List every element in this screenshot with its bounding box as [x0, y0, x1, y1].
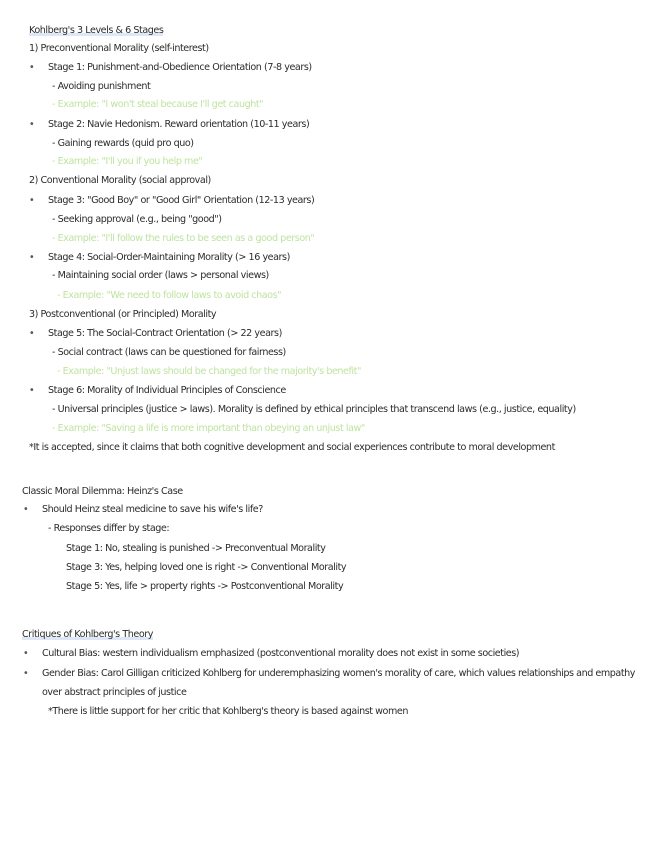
- heinz-question: • Should Heinz steal medicine to save his wife's life?: [42, 505, 263, 515]
- section-title-kohlberg-stages: Kohlberg's 3 Levels & 6 Stages: [29, 25, 164, 36]
- stage-theory-footnote: *It is accepted, since it claims that both cognitive development and social experiences contribute to moral development: [29, 442, 555, 453]
- stage-3-item: • Stage 3: "Good Boy" or "Good Girl" Orientation (12-13 years): [48, 196, 314, 206]
- heinz-response-stage-3: Stage 3: Yes, helping loved one is right -> Conventional Morality: [66, 562, 347, 573]
- stage-4-item: • Stage 4: Social-Order-Maintaining Morality (> 16 years): [48, 253, 290, 263]
- heinz-response-stage-5: Stage 5: Yes, life > property rights -> Postconventional Morality: [66, 581, 344, 592]
- level-2-heading: 2) Conventional Morality (social approval): [29, 175, 211, 186]
- stage-4-example: - Example: "We need to follow laws to avoid chaos": [57, 290, 282, 301]
- stage-5-example: - Example: "Unjust laws should be changed for the majority's benefit": [57, 366, 361, 377]
- stage-6-example: - Example: "Saving a life is more important than obeying an unjust law": [52, 423, 365, 434]
- heinz-responses-intro: - Responses differ by stage:: [48, 523, 170, 534]
- stage-2-example: - Example: "I'll you if you help me": [52, 156, 203, 167]
- critique-gender-bias-continued: over abstract principles of justice: [42, 687, 187, 698]
- stage-2-item: • Stage 2: Navie Hedonism. Reward orientation (10-11 years): [48, 120, 309, 130]
- critique-cultural-bias: • Cultural Bias: western individualism emphasized (postconventional morality does not exist in some societies): [42, 649, 519, 659]
- level-1-heading: 1) Preconventional Morality (self-interest): [29, 43, 209, 54]
- heinz-response-stage-1: Stage 1: No, stealing is punished -> Preconventual Morality: [66, 543, 326, 554]
- stage-5-description: - Social contract (laws can be questioned for fairness): [52, 347, 286, 358]
- stage-3-description: - Seeking approval (e.g., being "good"): [52, 214, 222, 225]
- stage-6-description: - Universal principles (justice > laws). Morality is defined by ethical principles that transcend laws (e.g., justice, equality): [52, 404, 576, 415]
- critique-gender-bias: • Gender Bias: Carol Gilligan criticized Kohlberg for underemphasizing women's morality of care, which values relationships and empathy: [42, 669, 635, 679]
- critique-gender-bias-note: *There is little support for her critic that Kohlberg's theory is based against women: [48, 706, 408, 717]
- section-title-heinz-dilemma: Classic Moral Dilemma: Heinz's Case: [22, 486, 183, 497]
- stage-6-item: • Stage 6: Morality of Individual Principles of Conscience: [48, 386, 286, 396]
- section-title-critiques: Critiques of Kohlberg's Theory: [22, 629, 153, 640]
- stage-1-description: - Avoiding punishment: [52, 81, 151, 92]
- stage-1-item: • Stage 1: Punishment-and-Obedience Orientation (7-8 years): [48, 63, 312, 73]
- stage-3-example: - Example: "I'll follow the rules to be seen as a good person": [52, 233, 315, 244]
- stage-5-item: • Stage 5: The Social-Contract Orientation (> 22 years): [48, 329, 282, 339]
- level-3-heading: 3) Postconventional (or Principled) Morality: [29, 309, 217, 320]
- stage-4-description: - Maintaining social order (laws > personal views): [52, 270, 269, 281]
- stage-1-example: - Example: "I won't steal because I'll get caught": [52, 99, 264, 110]
- stage-2-description: - Gaining rewards (quid pro quo): [52, 138, 194, 149]
